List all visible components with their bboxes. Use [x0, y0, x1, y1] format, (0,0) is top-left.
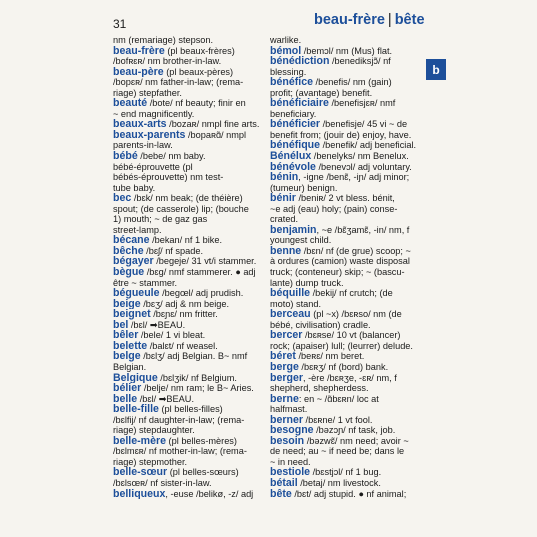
- entry-line: [113, 288, 268, 299]
- headword: belle-fille: [113, 404, 159, 415]
- entry-text-line: warlike.: [270, 35, 302, 45]
- entry-body: /bɛn/ nf (de grue) scoop; ~: [301, 245, 411, 256]
- entry-text-line: être ~ stammer.: [113, 277, 178, 288]
- entry-line: [270, 193, 430, 204]
- headword: béquille: [270, 288, 311, 299]
- headword: belle-sœur: [113, 467, 168, 478]
- entry-body: /bɛt/ adj stupid. ● nf animal;: [291, 488, 407, 499]
- entry-line: [113, 267, 268, 278]
- headword: beignet: [113, 309, 151, 320]
- entry-line: [113, 309, 268, 320]
- headword: belle: [113, 393, 138, 405]
- left-column: [113, 35, 268, 499]
- entry-line: [270, 172, 430, 183]
- entry-body: /benefisje/ 45 vi ~ de: [320, 119, 408, 130]
- entry-line: [270, 140, 430, 151]
- headword: bénéfique: [270, 140, 321, 152]
- entry-body: /bele/ 1 vi bleat.: [138, 330, 206, 341]
- headword: bêler: [113, 330, 139, 341]
- entry-text-line: profit; (avantage) benefit.: [270, 87, 373, 98]
- entry-text-line: blessing.: [270, 66, 307, 77]
- entry-line: [113, 119, 268, 130]
- entry-body: /bɛstjɔl/ nf 1 bug.: [310, 467, 382, 478]
- entry-text-line: à ordures (camion) waste disposal: [270, 256, 410, 267]
- headword: bémol: [270, 45, 302, 57]
- headword: bénéficiaire: [270, 98, 329, 109]
- entry-line: [113, 467, 268, 478]
- entry-line: [113, 394, 268, 405]
- running-head-last: bête: [394, 12, 425, 28]
- entry-body: /beʀɛ/ nm beret.: [295, 351, 365, 362]
- entry-line: [113, 436, 268, 447]
- headword: béret: [270, 351, 296, 362]
- entry-line: [270, 373, 430, 384]
- entry-line: [113, 383, 268, 394]
- entry-text-line: /bopɛʀ/ nm father-in-law; (rema-: [113, 77, 244, 88]
- headword: bébé: [113, 151, 138, 162]
- entry-line: [270, 77, 430, 88]
- headword: beauté: [113, 98, 148, 109]
- headword: beaux-parents: [113, 129, 186, 141]
- entry-body: /bote/ nf beauty; finir en: [147, 98, 246, 109]
- entry-body: /beniʀ/ 2 vt bless. bénit,: [295, 193, 395, 204]
- entry-body: /benevɔl/ adj voluntary.: [315, 161, 412, 172]
- entry-text-line: street-lamp.: [113, 224, 162, 235]
- entry-line: [270, 425, 430, 436]
- entry-body: /begœl/ adj prudish.: [159, 288, 244, 299]
- entry-text-line: bébé, civilisation) cradle.: [270, 319, 371, 330]
- entry-body: /bɛɲɛ/ nm fritter.: [150, 309, 218, 320]
- entry-text-line: riage) stepmother.: [113, 456, 188, 467]
- entry-line: [113, 256, 268, 267]
- headword: bel: [113, 319, 129, 331]
- entry-body: (pl ~x) /bɛʀso/ nm (de: [310, 309, 402, 320]
- entry-line: [113, 489, 268, 500]
- entry-body: /bɛʒ/ adj & nm beige.: [140, 298, 230, 309]
- entry-line: [270, 467, 430, 478]
- entry-body: /bɛl/ ➡BEAU.: [137, 393, 194, 404]
- entry-text-line: truck; (conteneur) skip; ~ (bascu-: [270, 267, 405, 278]
- entry-body: /bemɔl/ nm (Mus) flat.: [301, 45, 393, 56]
- entry-line: [113, 98, 268, 109]
- entry-text-line: tube baby.: [113, 182, 156, 193]
- entry-line: [270, 309, 430, 320]
- entry-text-line: riage) stepfather.: [113, 87, 182, 98]
- entry-text-line: /bɛlmɛʀ/ nf mother-in-law; (rema-: [113, 446, 247, 457]
- entry-text-line: benefit from; (jouir de) enjoy, have.: [270, 129, 412, 140]
- running-head-separator: |: [387, 12, 392, 28]
- entry-text-line: crated.: [270, 214, 299, 225]
- entry-text-line: halfmast.: [270, 404, 308, 415]
- headword: beige: [113, 298, 141, 310]
- headword: bénéfice: [270, 77, 313, 88]
- entry-line: [113, 330, 268, 341]
- headword: besoin: [270, 435, 305, 447]
- entry-body: /bɛlʒ/ adj Belgian. B~ nmf: [140, 351, 248, 362]
- entry-body: /bɛʀʒ/ nf (bord) bank.: [298, 361, 389, 372]
- right-column: [270, 35, 430, 499]
- entry-body: /begeje/ 31 vt/i stammer.: [153, 256, 257, 267]
- entry-line: [270, 56, 430, 67]
- entry-line: [113, 373, 268, 384]
- entry-text-line: beneficiary.: [270, 108, 317, 119]
- entry-body: /bɛʀne/ 1 vt fool.: [302, 414, 373, 425]
- entry-text-line: de need; au ~ if need be; dans le: [270, 446, 405, 457]
- entry-line: [113, 151, 268, 162]
- entry-text-line: shepherd, shepherdess.: [270, 383, 369, 394]
- headword: bercer: [270, 330, 303, 341]
- entry-line: [270, 436, 430, 447]
- entry-body: /benediksjɔ̃/ nf: [329, 56, 391, 67]
- headword: bétail: [270, 477, 298, 489]
- entry-body: , -igne /benɛ̃, -iɲ/ adj minor;: [298, 172, 410, 183]
- headword: bélier: [113, 383, 142, 394]
- headword: bête: [270, 488, 292, 500]
- entry-line: [270, 330, 430, 341]
- entry-body: /bəzwɛ̃/ nm need; avoir ~: [304, 435, 409, 446]
- entry-text-line: /bɛlsœʀ/ nf sister-in-law.: [113, 477, 212, 488]
- entry-body: /bɛʀse/ 10 vt (balancer): [302, 330, 401, 341]
- headword: Bénélux: [270, 151, 312, 162]
- entry-text-line: moto) stand.: [270, 298, 322, 309]
- headword: benjamin: [270, 224, 317, 236]
- entry-text-line: /bofʀɛʀ/ nm brother-in-law.: [113, 56, 222, 67]
- entry-text-line: parents-in-law.: [113, 140, 173, 151]
- entry-line: [113, 351, 268, 362]
- page-number: 31: [113, 17, 127, 31]
- entry-body: (pl belles-filles): [158, 404, 223, 415]
- entry-body: (pl beaux-frères): [164, 45, 235, 56]
- entry-line: [270, 151, 430, 162]
- entry-text-line: ~ end magnificently.: [113, 108, 195, 119]
- entry-body: , -ère /bɛʀʒe, -ɛʀ/ nm, f: [302, 372, 397, 383]
- entry-text-line: lante) dump truck.: [270, 277, 344, 288]
- entry-body: /bəzɔɲ/ nf task, job.: [313, 425, 396, 436]
- entry-body: , ~e /bɛ̃ʒamɛ̃, -in/ nm, f: [316, 224, 410, 235]
- entry-line: [270, 489, 430, 500]
- entry-line: [113, 130, 268, 141]
- entry-line: [270, 98, 430, 109]
- headword: bénir: [270, 193, 296, 204]
- headword: besogne: [270, 425, 314, 436]
- running-head-first: beau-frère: [314, 12, 385, 28]
- entry-text-line: nm (remariage) stepson.: [113, 35, 214, 45]
- headword: berceau: [270, 309, 311, 320]
- entry-body: /bɛlʒik/ nf Belgium.: [157, 372, 237, 383]
- entry-text-line: /bɛlfij/ nf daughter-in-law; (rema-: [113, 414, 245, 425]
- entry-line: [113, 246, 268, 257]
- entry-body: /bopaʀɑ̃/ nmpl: [185, 129, 247, 140]
- entry-text-line: bébés-éprouvette) nm test-: [113, 172, 224, 183]
- headword: bégueule: [113, 288, 160, 299]
- headword: benne: [270, 245, 302, 257]
- entry-body: /bɛg/ nmf stammerer. ● adj: [144, 267, 256, 278]
- entry-body: (pl belles-mères): [166, 435, 237, 446]
- entry-line: [270, 119, 430, 130]
- entry-text-line: bébé-éprouvette (pl: [113, 161, 193, 172]
- entry-line: [113, 320, 268, 331]
- entry-text-line: Belgian.: [113, 361, 147, 372]
- entry-text-line: (tumeur) benign.: [270, 182, 338, 193]
- entry-line: [270, 478, 430, 489]
- entry-line: [270, 415, 430, 426]
- entry-line: [270, 246, 430, 257]
- headword: berner: [270, 414, 303, 426]
- headword: berger: [270, 372, 303, 384]
- entry-text-line: ~e adj (eau) holy; (pain) conse-: [270, 203, 398, 214]
- entry-line: [270, 351, 430, 362]
- entry-line: [113, 193, 268, 204]
- entry-body: /betaj/ nm livestock.: [297, 477, 381, 488]
- entry-body: : en ~ /ɑ̃bɛʀn/ loc at: [298, 393, 379, 404]
- entry-body: /benefis/ nm (gain): [312, 77, 392, 88]
- entry-body: /bɛʃ/ nf spade.: [143, 245, 203, 256]
- entry-text-line: ~ in need.: [270, 456, 311, 467]
- entry-line: [270, 46, 430, 57]
- entry-body: /bozaʀ/ nmpl fine arts.: [166, 119, 260, 130]
- headword: bécane: [113, 235, 150, 246]
- headword: bestiole: [270, 467, 311, 478]
- entry-line: [270, 162, 430, 173]
- headword: belette: [113, 340, 148, 352]
- headword: bénéficier: [270, 119, 321, 130]
- headword: bégayer: [113, 256, 154, 268]
- entry-body: /bɛl/ ➡BEAU.: [128, 319, 186, 330]
- entry-line: [270, 225, 430, 236]
- headword: berne: [270, 393, 299, 405]
- entry-text-line: 1) mouth; ~ de gaz gas: [113, 214, 208, 225]
- entry-line: [113, 67, 268, 78]
- entry-line: [270, 288, 430, 299]
- entry-body: /benefik/ adj beneficial.: [320, 140, 417, 151]
- entry-body: /benelyks/ nm Benelux.: [311, 151, 409, 162]
- headword: belge: [113, 351, 141, 362]
- entry-line: [113, 404, 268, 415]
- headword: bénévole: [270, 161, 316, 173]
- headword: berge: [270, 361, 299, 373]
- entry-line: [113, 46, 268, 57]
- entry-body: /bebe/ nm baby.: [137, 151, 206, 162]
- entry-line: [270, 394, 430, 405]
- entry-text-line: youngest child.: [270, 235, 332, 246]
- entry-text-line: spout; (de casserole) lip; (bouche: [113, 203, 249, 214]
- entry-line: [113, 299, 268, 310]
- headword: bénédiction: [270, 56, 330, 67]
- entry-body: /belje/ nm ram; le B~ Aries.: [141, 383, 254, 394]
- thumb-index-tab: b: [426, 59, 446, 80]
- entry-line: [270, 362, 430, 373]
- entry-line: [113, 235, 268, 246]
- entry-body: /balɛt/ nf weasel.: [147, 340, 218, 351]
- entry-body: , -euse /belikø, -z/ adj: [165, 488, 254, 499]
- headword: beau-père: [113, 66, 164, 78]
- entry-body: (pl beaux-pères): [163, 66, 234, 77]
- headword: bêche: [113, 245, 144, 257]
- headword: beau-frère: [113, 45, 165, 57]
- entry-body: /bekan/ nf 1 bike.: [149, 235, 223, 246]
- entry-body: (pl belles-sœurs): [167, 467, 239, 478]
- headword: bénin: [270, 172, 299, 183]
- running-head: [314, 12, 425, 28]
- entry-text-line: riage) stepdaughter.: [113, 425, 195, 436]
- entry-body: /bɛk/ nm beak; (de théière): [131, 193, 243, 204]
- headword: beaux-arts: [113, 119, 167, 130]
- headword: bec: [113, 193, 132, 204]
- headword: Belgique: [113, 372, 158, 384]
- entry-text-line: rock; (apaiser) lull; (leurrer) delude.: [270, 340, 413, 351]
- headword: belle-mère: [113, 435, 166, 447]
- entry-body: /benefisjɛʀ/ nmf: [328, 98, 396, 109]
- entry-body: /bekij/ nf crutch; (de: [310, 288, 393, 299]
- headword: bègue: [113, 267, 145, 278]
- headword: belliqueux: [113, 488, 166, 500]
- entry-line: [113, 341, 268, 352]
